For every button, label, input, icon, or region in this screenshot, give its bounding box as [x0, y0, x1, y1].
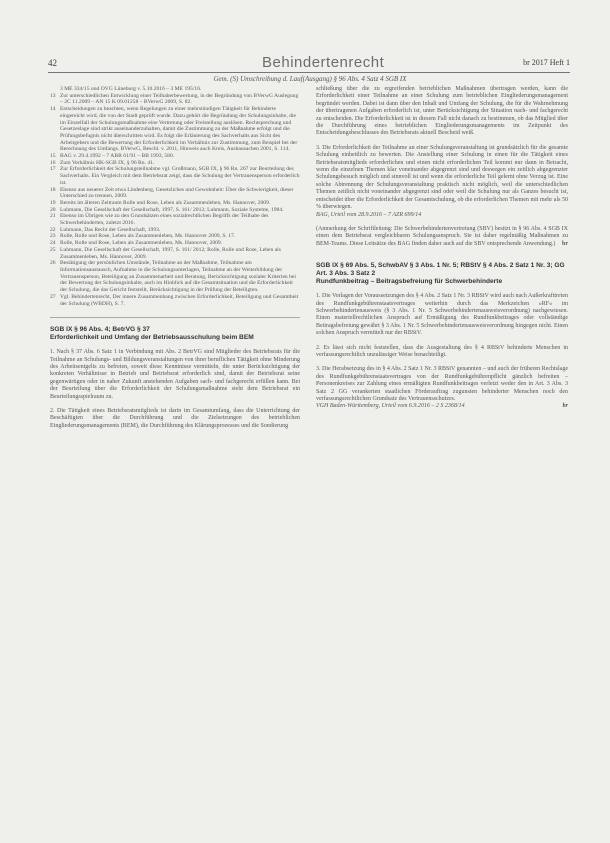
- article-heading: SGB IX § 69 Abs. 5, SchwbAV § 3 Abs. 1 Nr. 5; RBStV § 4 Abs. 2 Satz 1 Nr. 3; GG Art. 3 Abs. 3 Satz 2 Rundfunkbeitrag – Beitragsbefreiung für Schwerbehinderte: [316, 262, 565, 286]
- footnote: [50, 187, 300, 200]
- footnote-text: Ebenso im Übrigen wie zu den Grundsätzen eines sozialrechtlichen Begriffs der Teilhabe des Schwerbehinderten, zuletzt 2016.: [60, 213, 269, 227]
- article-heading: SGB IX § 96 Abs. 4; BetrVG § 37 Erforderlichkeit und Umfang der Betriebsausschulung beim BEM: [50, 326, 254, 342]
- footnote-text: Luhmann, Die Gesellschaft der Gesellschaft, 1997, S. 161/ 2012; Luhmann, Soziale Systeme, 1984.: [60, 206, 284, 213]
- footnote-divider: [50, 317, 300, 318]
- article-paragraph: 1. Nach § 37 Abs. 6 Satz 1 in Verbindung mit Abs. 2 BetrVG sind Mitglieder des Betriebsrats für die Teilnahme an Schulungs- und Bildungsveranstaltungen von ihrer beruflichen Tätigkeit ohne Minderung des Arbeitsentgelts zu befreien, soweit diese Kenntnisse vermitteln, die unter Berücksichtigung der konkreten Verhältnisse in Betrieb und Betriebsrat erforderlich sind, damit der Betriebsrat seine gegenwärtigen oder in naher Zukunft anstehenden Aufgaben sach- und fachgerecht erfüllen kann. Bei der Beurteilung über die Erforderlichkeit der Schulungsmaßnahme steht dem Betriebsrat ein Beurteilungsspielraum zu.: [50, 349, 300, 400]
- footnote-text: Luhmann, Das Recht der Gesellschaft, 1993.: [60, 226, 161, 233]
- br-reference: br: [562, 403, 568, 410]
- footnote-text: Zum Verhältnis HK-SGB IX, § 96 Rn. 41.: [60, 159, 155, 166]
- left-column: [50, 86, 300, 430]
- court-citation: BAG, Urteil vom 28.9.2016 – 7 AZR 699/14: [316, 211, 422, 218]
- br-reference: br: [562, 240, 568, 247]
- header-rule: [48, 72, 570, 73]
- article-paragraph: 1. Die Vorlagen der Voraussetzungen des § 4 Abs. 2 Satz 1 Nr. 3 RBStV wird auch nach Außerkrafttreten des Rundfunkgebührenstaatsvertrages weiterhin durch das Merkzeichen »RF« im Schwerbehindertenausweis (§ 3 Abs. 1 Nr. 5 Schwerbehindertenausweisverordnung) nachgewiesen. Einen materiellrechtlichen Anspruch auf Ermäßigung des Rundfunkbeitrages oder vollständige Beitragsbefreiung gewährt § 3 Abs. 1 Nr. 5 Schwerbehindertenausweisverordnung hingegen nicht. Einen solchen Anspruch vermittelt nur der RBStV.: [316, 293, 568, 337]
- footnote: [50, 233, 300, 240]
- article-paragraph: 3. Die Erforderlichkeit der Teilnahme an einer Schulungsveranstaltung ist grundsätzlich für die gesamte Schulung einheitlich zu bewerten. Die Anstellung einer Schulung in einen für die Tätigkeit eines Betriebsratsmitglieds erforderlichen und einen nicht erforderlichen Teil kommt nur dann in Betracht, wenn die einzelnen Themen klar voneinander abgegrenzt sind und deswegen ein zeitlich abgegrenzter Schulungsbesuch möglich und sinnvoll ist und wenn die erforderliche Teil gelernt ohne Verzug ist. Eine solche Abtrennung der Schulungsveranstaltung praktisch nicht möglich, weil die unterschiedlichen Themen zeitlich nicht voneinander abgegrenzt sind oder weil die Schulung nur als Ganzes besucht ist, entscheidet über die Erforderlichkeit der Gesamtschulung, ob die erforderlichen Themen mit mehr als 50 % überwiegen.: [316, 144, 568, 211]
- running-subheading: Gem. (S) Umschreibung d. Lauf(Ausgang) § 96 Abs. 4 Satz 4 SGB IX: [213, 75, 407, 83]
- footnote: [50, 93, 300, 106]
- footnote-number: 16: [50, 159, 56, 166]
- footnote-number: 19: [50, 199, 56, 206]
- footnote-text: Entscheidungen zu beachten, wenn Regelungen zu einer mehrstündigen Tätigkeit für Behinderte eingereicht wird, die von der Stadt geprüft wurde. Dazu gehört die Begründung der Schulungsinhalte, die im Einzelfall der Schulungsmaßnahme eine Vertretung oder Freistellung auslösen. Rechtsprechung und Gesetzeslage sind strikt auseinanderzuhalten, damit die Zustimmung zu der Maßnahme erfolgt und die Prüfungsbefugnis nicht überschritten wird. Es folgt die Erläuterung des Sachverhalts aus Sicht des Arbeitgebers und die Bewertung der Erforderlichkeit im Verhältnis zur Zustimmung, zum Beispiel bei der Berechnung des Umfangs. BVerwG, Beschl. v. 2011, Hinweis auch Kreis, Ausbausachen 2001, S. 114.: [60, 106, 298, 153]
- footnote: [50, 240, 300, 247]
- footnote-text: BAG v. 29.4.1992 – 7 ABR 61/91 – BB 1993, 580.: [60, 153, 175, 160]
- footnote-number: 15: [50, 153, 56, 160]
- footnote-number: 14: [50, 106, 56, 113]
- court-citation: VGH Baden-Württemberg, Urteil vom 6.9.2016 – 2 S 2368/14 br: [316, 403, 568, 410]
- article-paragraph: 3. Die Herabsetzung des in § 4 Abs. 2 Satz 1 Nr. 3 RBStV genannten – und auch der früheren Rechtslage des Rundfunkgebührenstaatsvertrages von der Rundfunkgebührenpflicht gänzlich befreiten – Personenkreises zur Zahlung eines ermäßigten Rundfunkbeitrages verletzt weder den in Art. 3 Abs. 3 Satz 2 GG verankerten staatlichen Förderauftrag zugunsten behinderter Menschen noch den verfassungsrechtlichen Grundsatz des Vertrauensschutzes.: [316, 366, 568, 402]
- footnote-number: 20: [50, 206, 56, 213]
- journal-masthead: Behindertenrecht: [262, 54, 385, 71]
- footnote: [50, 213, 300, 226]
- right-column: [316, 86, 568, 411]
- footnote-list: [50, 86, 300, 307]
- footnote: [50, 106, 300, 153]
- footnote-text: Ebenso aus neuerer Zeit etwa Lindenberg, Gesetzliches und Gewohnheit: Über die Schwierigkeit, dieser Unterschied zu trennen, 2009.: [60, 186, 294, 200]
- footnote-text: 3 ME 334/15 und OVG Lüneburg v. 5.10.2016 – 3 ME 195/16.: [60, 86, 202, 92]
- footnote-number: 24: [50, 240, 56, 247]
- footnote-number: 26: [50, 260, 56, 267]
- footnote-text: Bestätigung der persönlichen Umstände, Teilnahme an der Maßnahme, Teilnahme am Informationsaustausch, Aufnahme in die Schulungsunterlagen, Teilnahme an der Weiterbildung der Vertrauensperson, Beteiligung an Zusammenarbeit und Beratung, Berücksichtigung sozialer Kriterien bei der Bewertung der Schulungsinhalte, auch im Hinblick auf die Gesamtsituation und die Erforderlichkeit der Schulung, die das Gericht feststellt, Berücksichtigung in der Prüfung der Beteiligten.: [60, 260, 296, 294]
- issue-label: br 2017 Heft 1: [523, 58, 570, 67]
- article-paragraph: schließung über die zu ergreifenden betrieblichen Maßnahmen übertragen werden, kann die Erforderlichkeit einer Teilnahme an einer Schulung zum betrieblichen Eingliederungsmanagement begründet werden. Dabei ist dann über den Inhalt und Umfang der Schulung, die für die Wahrnehmung der übertragenen Aufgaben erforderlich ist, unter Berücksichtigung der Situation nach- und fachgerecht zu entscheiden. Die Erforderlichkeit ist in diesem Fall nicht danach zu bestimmen, ob das Mitglied über die Durchführung eines betrieblichen Eingliederungsmanagements im Zeitpunkt des Entscheidungsbeschlusses des Betriebsrats aktuell Bescheid weiß.: [316, 86, 568, 137]
- footnote-number: 27: [50, 293, 56, 300]
- footnote-text: Zur unterschiedlichen Entwicklung einer Teilhaberbewertung, in der Begründung von BVerwG Auslegung – 2C 11.2009 – AN 15 K 09.01258 – BVerwG 2009, S. 82.: [60, 92, 299, 106]
- footnote-text: Rolle, Rolle und Rose, Leben als Zusammenleben, Ms. Hannover 2009, S. 17.: [60, 233, 236, 240]
- article-paragraph: 2. Die Tätigkeit eines Betriebsratsmitglieds ist darin im Gesamtumfang, dass die Unterrichtung der Beschäftigten über die Durchführung und die Zielsetzungen des betrieblichen Eingliederungsmanagements (BEM), die Durchführung des Klärungsprozesses und die Sondierung: [50, 408, 300, 429]
- footnote-number: 22: [50, 226, 56, 233]
- footnote: [50, 247, 300, 260]
- footnote-text: Rolle, Rolle und Rose, Leben als Zusammenleben, Ms. Hannover, 2009.: [60, 240, 223, 247]
- footnote: [50, 227, 300, 234]
- footnote-number: 18: [50, 186, 56, 193]
- footnote-text: Zur Erforderlichkeit der Schulungsteilnahme vgl. Großmann, SGB IX, § 96 Rn. 267 zur Beurteilung des Sachverhalts. Ein Vergleich mit dem Betriebsrat zeigt, dass die Schulung der Vertrauensperson erforderlich ist.: [60, 166, 300, 186]
- footnote: [50, 260, 300, 294]
- footnote-text: Vgl. Behindertenrecht, Der innere Zusammenhang zwischen Erforderlichkeit, Beteiligung und Gesamtheit der Schulung (WBDH), S. 7.: [60, 293, 299, 307]
- footnote: [50, 200, 300, 207]
- footnote: [50, 294, 300, 307]
- footnote-text: Bereits im älteren Zeitraum Rolle und Rose, Leben als Zusammenleben, Ms. Hannover, 2009.: [60, 199, 271, 206]
- footnote-number: 21: [50, 213, 56, 220]
- footnote-number: 23: [50, 233, 56, 240]
- footnote: [50, 86, 300, 93]
- footnote: [50, 166, 300, 186]
- footnote: [50, 153, 300, 160]
- page-number: 42: [48, 58, 57, 68]
- article-paragraph: 2. Es lässt sich nicht feststellen, dass die Ausgestaltung des § 4 RBStV behinderte Menschen in verfassungsrechtlich unzulässiger Weise benachteiligt.: [316, 344, 568, 358]
- footnote-text: Luhmann, Die Gesellschaft der Gesellschaft, 1997, S. 161/ 2012; Rolle, Rolle und Rose, Leben als Zusammenleben, Ms. Hannover, 2009.: [60, 246, 281, 260]
- footnote-number: 13: [50, 92, 56, 99]
- footnote-number: 25: [50, 246, 56, 253]
- footnote-number: 17: [50, 166, 56, 173]
- editorial-note: (Anmerkung der Schriftleitung: Die Schwerbehindertenvertretung (SBV) besitzt in § 96 Abs. 4 SGB IX einen dem Betriebsrat vergleichbaren Schulungsanspruch. Sie ist daher regelmäßig Maßnahmen zu BEM-Teams. Diese Leitsätze des BAG finden daher auch auf die SBV entsprechende Anwendung.) br: [316, 225, 568, 247]
